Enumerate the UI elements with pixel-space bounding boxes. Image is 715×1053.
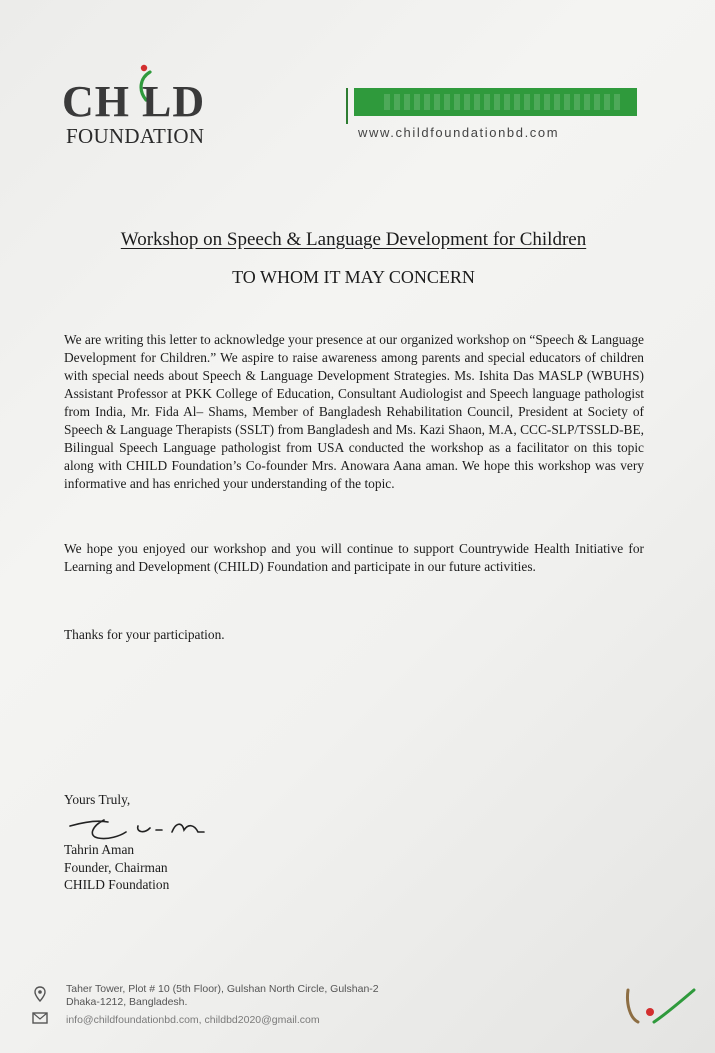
body-paragraph-2: We hope you enjoyed our workshop and you will continue to support Countrywide Health Initiative for Learning and Development (CHILD) Foundation and participate in our future activities. bbox=[64, 541, 644, 574]
signer-role: Founder, Chairman bbox=[64, 859, 168, 875]
website-url: www.childfoundationbd.com bbox=[358, 125, 560, 140]
footer-email: info@childfoundationbd.com, childbd2020@gmail.com bbox=[66, 1014, 320, 1026]
header-divider bbox=[346, 88, 348, 124]
salutation-heading: TO WHOM IT MAY CONCERN bbox=[232, 267, 475, 287]
body-paragraph-1: We are writing this letter to acknowledge your presence at our organized workshop on “Speech & Language Development for Children.” We aspire to raise awareness among parents and special educators of children with special needs about Speech & Language Development Strategies. Ms. Ishita Das MASLP (WBUHS) Assistant Professor at PKK College of Education, Consultant Audiologist and Speech language pathologist from India, Mr. Fida Al– Shams, Member of Bangladesh Rehabilitation Council, President at Society of Speech & Language Therapists (SSLT) from Bangladesh and Ms. Kazi Shaon, M.A, CCC-SLP/TSSLD-BE, Bilingual Speech Language pathologist from USA conducted the workshop as a facilitator on this topic along with CHILD Foundation’s Co-founder Mrs. Anowara Aana aman. We hope this workshop was very informative and has enriched your understanding of the topic. bbox=[64, 332, 644, 491]
location-pin-icon bbox=[34, 986, 46, 1002]
footer-address-line-2: Dhaka-1212, Bangladesh. bbox=[66, 996, 188, 1008]
child-foundation-logo bbox=[62, 62, 232, 152]
header-banner bbox=[354, 88, 637, 116]
closing-line: Yours Truly, bbox=[64, 792, 131, 807]
footer-address-line-1: Taher Tower, Plot # 10 (5th Floor), Gulshan North Circle, Gulshan-2 bbox=[66, 983, 379, 995]
signer-organization: CHILD Foundation bbox=[64, 877, 170, 892]
thanks-line: Thanks for your participation. bbox=[64, 627, 225, 642]
logo-wordmark: CH LD bbox=[62, 77, 206, 126]
handwritten-signature bbox=[64, 810, 214, 844]
logo-subtitle: FOUNDATION bbox=[66, 124, 205, 148]
document-title: Workshop on Speech & Language Development for Children bbox=[120, 229, 587, 250]
signer-name: Tahrin Aman bbox=[64, 842, 135, 857]
envelope-icon bbox=[32, 1012, 48, 1024]
child-foundation-mark-icon bbox=[620, 982, 700, 1028]
signer-block bbox=[64, 841, 169, 894]
